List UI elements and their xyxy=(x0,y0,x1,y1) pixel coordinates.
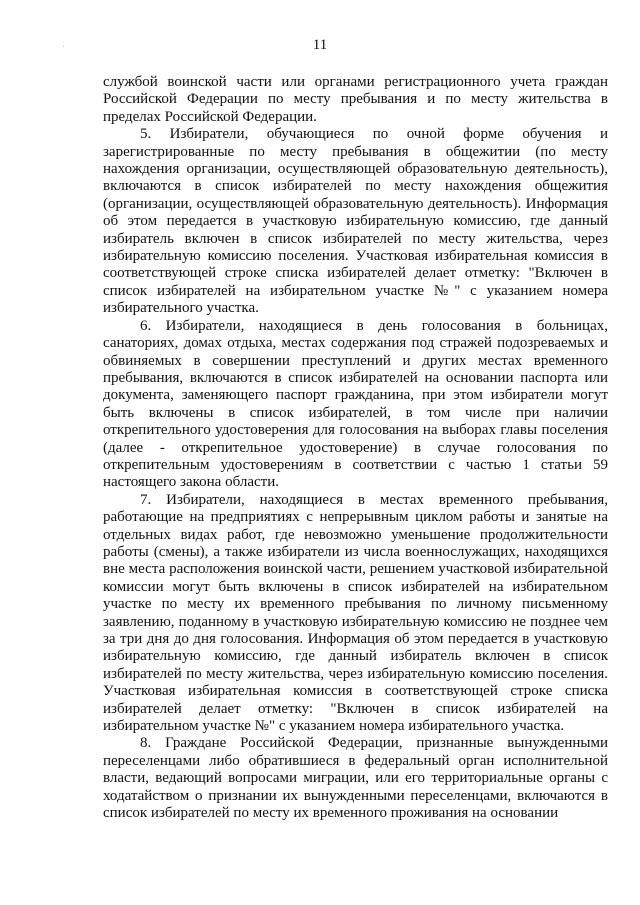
paragraph-item-5: 5. Избиратели, обучающиеся по очной форме обучения и зарегистрированные по месту пребывания в общежитии (по месту нахождения организации, осуществляющей образовательную деятельность), включаются в список избирателей по месту нахождения общежития (организации, осуществляющей образовательную деятельность). Информация об этом передается в участковую избирательную комиссию, где данный избиратель включен в список избирателей по месту жительства, через избирательную комиссию поселения. Участковая избирательная комиссия в соответствующей строке списка избирателей делает отметку: "Включен в список избирателей на избирательном участке №" с указанием номера избирательного участка. xyxy=(103,126,608,317)
paragraph-item-6: 6. Избиратели, находящиеся в день голосования в больницах, санаториях, домах отдыха, местах содержания под стражей подозреваемых и обвиняемых в совершении преступлений и других местах временного пребывания, включаются в список избирателей на основании паспорта или документа, заменяющего паспорт гражданина, при этом избиратели могут быть включены в список избирателей, в том числе при наличии открепительного удостоверения для голосования на выборах главы поселения (далее - открепительное удостоверение) в случае голосования по открепительным удостоверениям в соответствии с частью 1 статьи 59 настоящего закона области. xyxy=(103,317,608,491)
paragraph-item-8: 8. Граждане Российской Федерации, признанные вынужденными переселенцами либо обратившиеся в федеральный орган исполнительной власти, ведающий вопросами миграции, или его территориальные органы с ходатайством о признании их вынужденными переселенцами, включаются в список избирателей по месту их временного проживания на основании xyxy=(103,735,608,822)
body-text xyxy=(103,74,608,822)
paragraph-item-7: 7. Избиратели, находящиеся в местах временного пребывания, работающие на предприятиях с непрерывным циклом работы и занятые на отдельных видах работ, где невозможно уменьшение продолжительности работы (смены), а также избиратели из числа военнослужащих, находящихся вне места расположения воинской части, решением участковой избирательной комиссии могут быть включены в список избирателей на избирательном участке по месту их временного пребывания по личному письменному заявлению, поданному в участковую избирательную комиссию не позднее чем за три дня до дня голосования. Информация об этом передается в участковую избирательную комиссию, где данный избиратель включен в список избирателей по месту жительства, через избирательную комиссию поселения. Участковая избирательная комиссия в соответствующей строке списка избирателей делает отметку: "Включен в список избирателей на избирательном участке №" с указанием номера избирательного участка. xyxy=(103,491,608,735)
page-number: 11 xyxy=(312,37,328,53)
paragraph-continuation: службой воинской части или органами регистрационного учета граждан Российской Федерации по месту пребывания и по месту жительства в пределах Российской Федерации. xyxy=(103,74,608,125)
